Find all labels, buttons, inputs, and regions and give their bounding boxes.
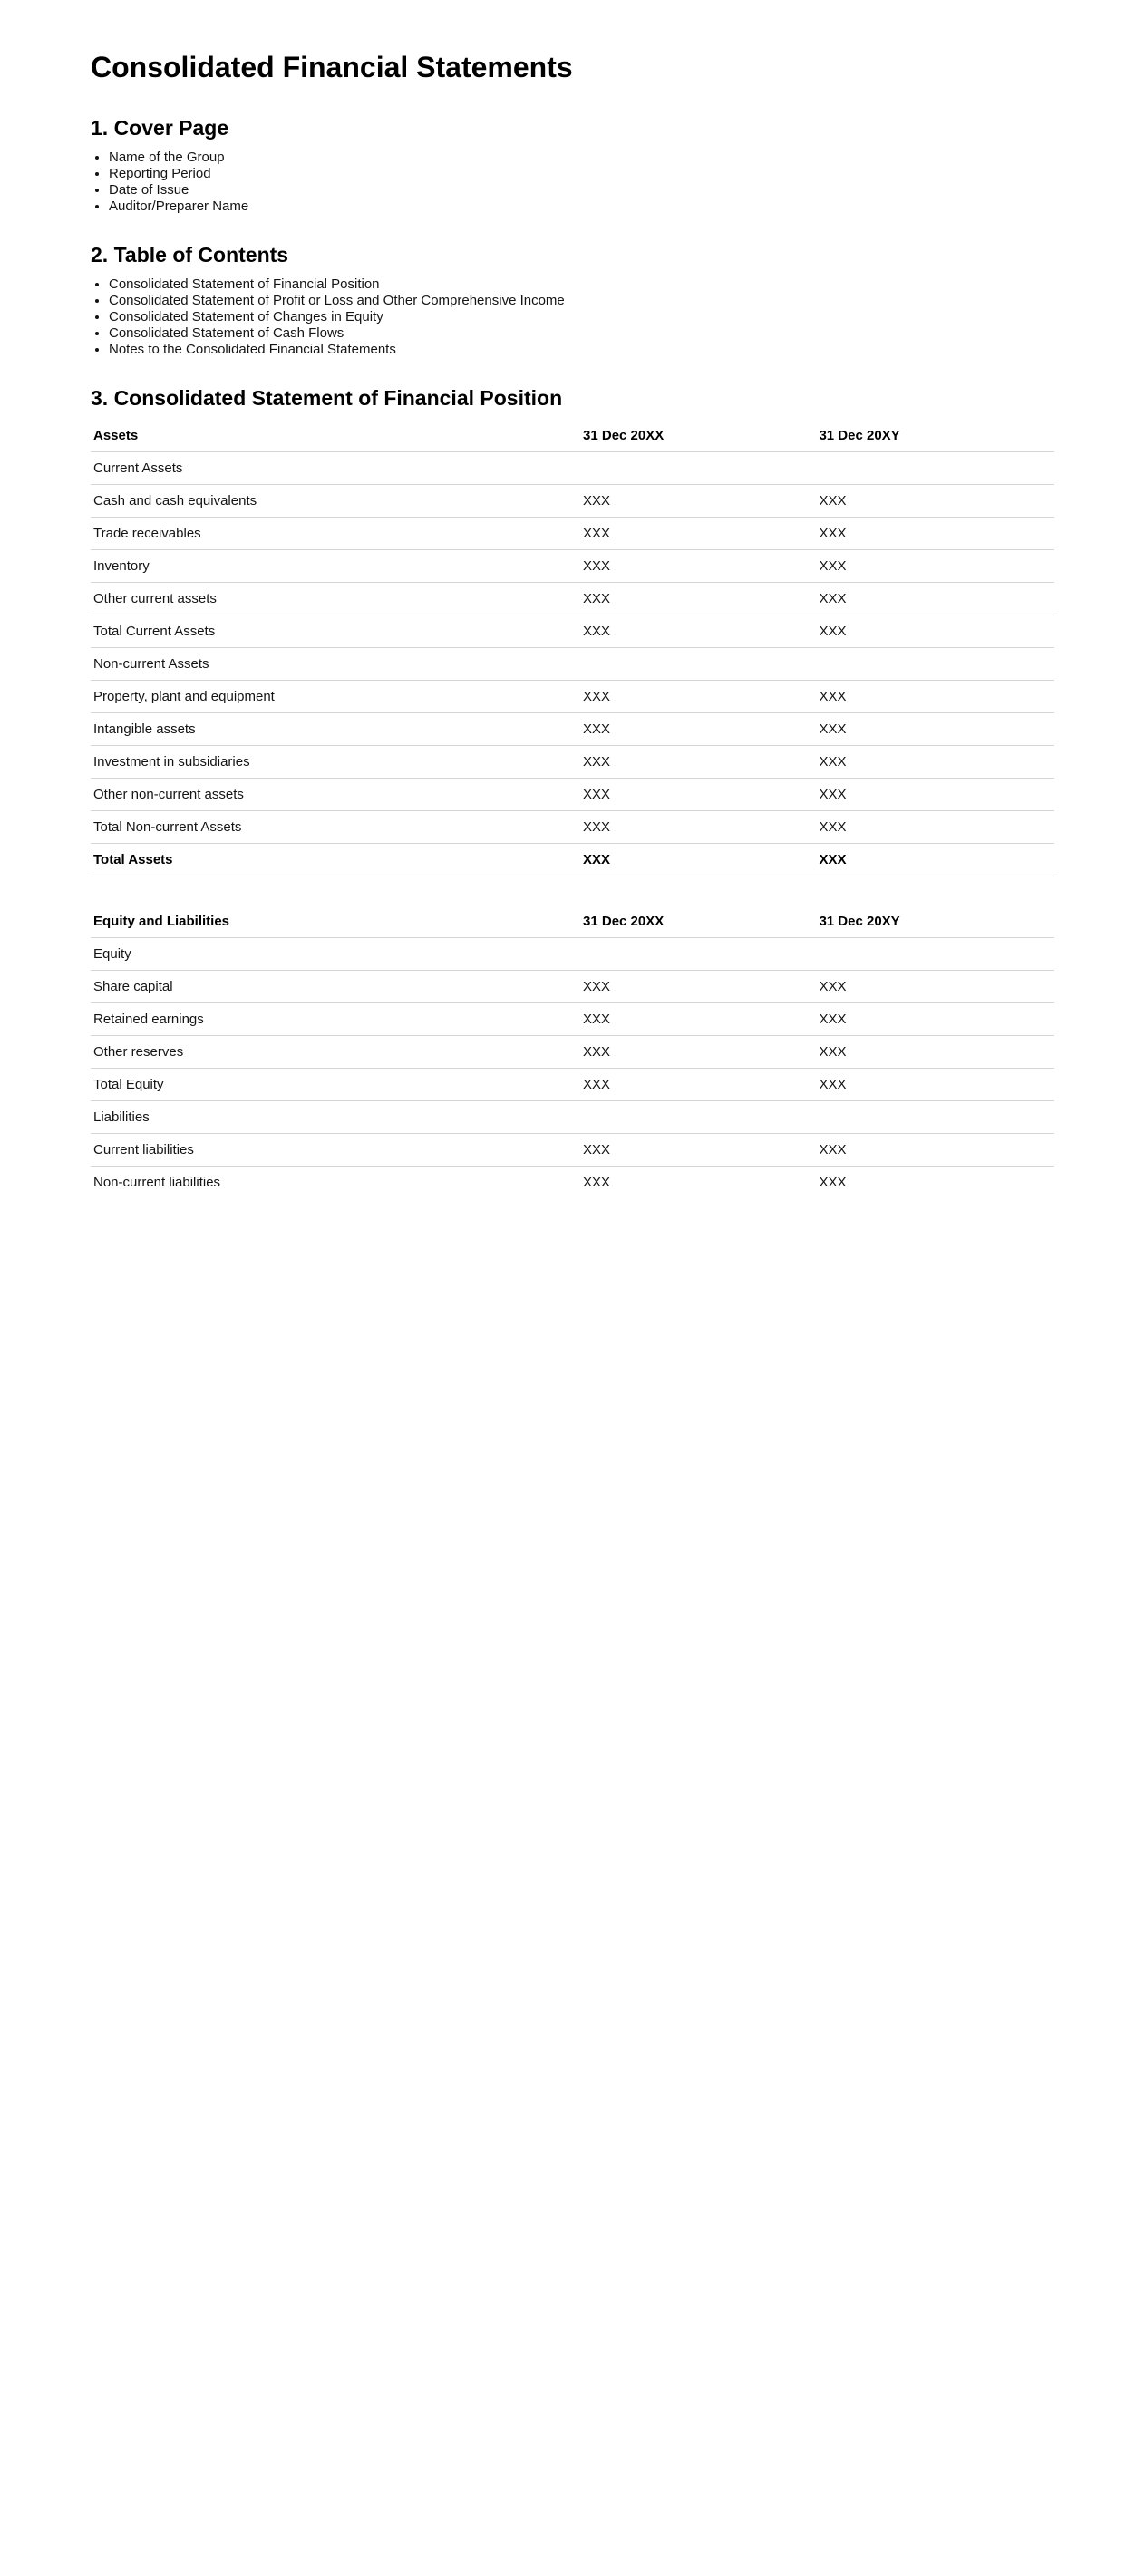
row-label: Intangible assets [91, 713, 580, 746]
list-item: • Date of Issue [109, 182, 1054, 199]
column-header-period: 31 Dec 20XY [816, 905, 1054, 938]
row-label: Inventory [91, 550, 580, 583]
list-item: • Auditor/Preparer Name [109, 199, 1054, 215]
row-value: XXX [580, 1036, 816, 1069]
page-title: Consolidated Financial Statements [91, 51, 573, 83]
row-value: XXX [580, 971, 816, 1003]
table-row [91, 811, 1054, 844]
row-label: Total Assets [91, 844, 580, 876]
table-row [91, 1036, 1054, 1069]
row-value [816, 648, 1054, 681]
list-item: • Consolidated Statement of Cash Flows [109, 325, 1054, 342]
row-label: Non-current liabilities [93, 1174, 221, 1190]
row-value: XXX [816, 681, 1054, 713]
row-label: Equity [91, 938, 580, 971]
list-item: • Name of the Group [109, 150, 1054, 166]
table-row [91, 518, 1054, 550]
column-header-label: Assets [91, 420, 580, 452]
column-header-period: 31 Dec 20XX [580, 905, 816, 938]
row-value: XXX [816, 615, 1054, 648]
row-value: XXX [580, 1134, 816, 1167]
row-label: Trade receivables [91, 518, 580, 550]
list-item: • Consolidated Statement of Financial Position [109, 276, 1054, 293]
equity-and-liabilities-table [91, 905, 1054, 1198]
row-label: Current liabilities [91, 1134, 580, 1167]
row-value: XXX [580, 485, 816, 518]
column-header-label: Equity and Liabilities [91, 905, 580, 938]
row-value: XXX [816, 844, 1054, 876]
list-item: • Consolidated Statement of Changes in Equity [109, 309, 1054, 325]
table-row [91, 583, 1054, 615]
row-label: Property, plant and equipment [91, 681, 580, 713]
row-label: Investment in subsidiaries [91, 746, 580, 779]
table-section-row [91, 452, 1054, 485]
row-label: Non-current Assets [91, 648, 580, 681]
row-value: XXX [819, 1174, 847, 1190]
list-item: • Consolidated Statement of Profit or Loss and Other Comprehensive Income [109, 293, 1054, 309]
list-item: • Reporting Period [109, 166, 1054, 182]
document-page [0, 0, 1145, 1198]
section-heading-cover-page: 1. Cover Page [91, 116, 229, 140]
section-heading-table-of-contents: 2. Table of Contents [91, 243, 289, 266]
table-row [91, 1003, 1054, 1036]
table-row [91, 550, 1054, 583]
row-value: XXX [816, 1036, 1054, 1069]
row-value: XXX [580, 746, 816, 779]
row-label: Total Non-current Assets [91, 811, 580, 844]
row-value [580, 648, 816, 681]
table-row [91, 713, 1054, 746]
table-row [91, 1134, 1054, 1167]
table-row [91, 1167, 1054, 1199]
row-label: Cash and cash equivalents [91, 485, 580, 518]
row-label: Retained earnings [91, 1003, 580, 1036]
table-row [91, 779, 1054, 811]
column-header-period: 31 Dec 20XX [580, 420, 816, 452]
row-label: Share capital [91, 971, 580, 1003]
table-header-row [91, 905, 1054, 938]
row-value: XXX [580, 1003, 816, 1036]
table-row [91, 615, 1054, 648]
table-row [91, 971, 1054, 1003]
table-row [91, 844, 1054, 876]
table-section-row [91, 938, 1054, 971]
table-row [91, 746, 1054, 779]
row-value: XXX [580, 681, 816, 713]
table-header-row [91, 420, 1054, 452]
row-label: Other current assets [91, 583, 580, 615]
row-value: XXX [816, 746, 1054, 779]
row-value: XXX [816, 1003, 1054, 1036]
row-value [816, 938, 1054, 971]
row-value [580, 938, 816, 971]
table-row [91, 681, 1054, 713]
row-value [816, 1101, 1054, 1134]
row-value: XXX [580, 713, 816, 746]
table-row [91, 485, 1054, 518]
row-value: XXX [580, 615, 816, 648]
row-value: XXX [580, 1069, 816, 1101]
row-value: XXX [580, 779, 816, 811]
row-label: Liabilities [91, 1101, 580, 1134]
table-row [91, 1069, 1054, 1101]
row-value: XXX [816, 779, 1054, 811]
table-section-row [91, 1101, 1054, 1134]
section-heading-financial-position: 3. Consolidated Statement of Financial Position [91, 386, 563, 410]
row-value [580, 452, 816, 485]
row-value: XXX [816, 485, 1054, 518]
row-value [580, 1101, 816, 1134]
row-label: Other reserves [91, 1036, 580, 1069]
row-value: XXX [583, 1174, 611, 1190]
row-value: XXX [816, 1134, 1054, 1167]
row-value: XXX [816, 583, 1054, 615]
row-value: XXX [580, 844, 816, 876]
row-value: XXX [580, 518, 816, 550]
row-value: XXX [816, 1069, 1054, 1101]
row-label: Other non-current assets [91, 779, 580, 811]
cover-page-list [91, 150, 1054, 215]
row-value: XXX [816, 971, 1054, 1003]
row-value [816, 452, 1054, 485]
row-value: XXX [816, 550, 1054, 583]
list-item: • Notes to the Consolidated Financial Statements [109, 342, 1054, 358]
row-value: XXX [816, 713, 1054, 746]
row-value: XXX [816, 518, 1054, 550]
table-of-contents-list [91, 276, 1054, 358]
table-section-row [91, 648, 1054, 681]
assets-table [91, 420, 1054, 876]
row-value: XXX [580, 811, 816, 844]
row-label: Current Assets [91, 452, 580, 485]
row-value: XXX [580, 550, 816, 583]
row-value: XXX [816, 811, 1054, 844]
row-label: Total Equity [91, 1069, 580, 1101]
column-header-period: 31 Dec 20XY [816, 420, 1054, 452]
row-value: XXX [580, 583, 816, 615]
row-label: Total Current Assets [91, 615, 580, 648]
